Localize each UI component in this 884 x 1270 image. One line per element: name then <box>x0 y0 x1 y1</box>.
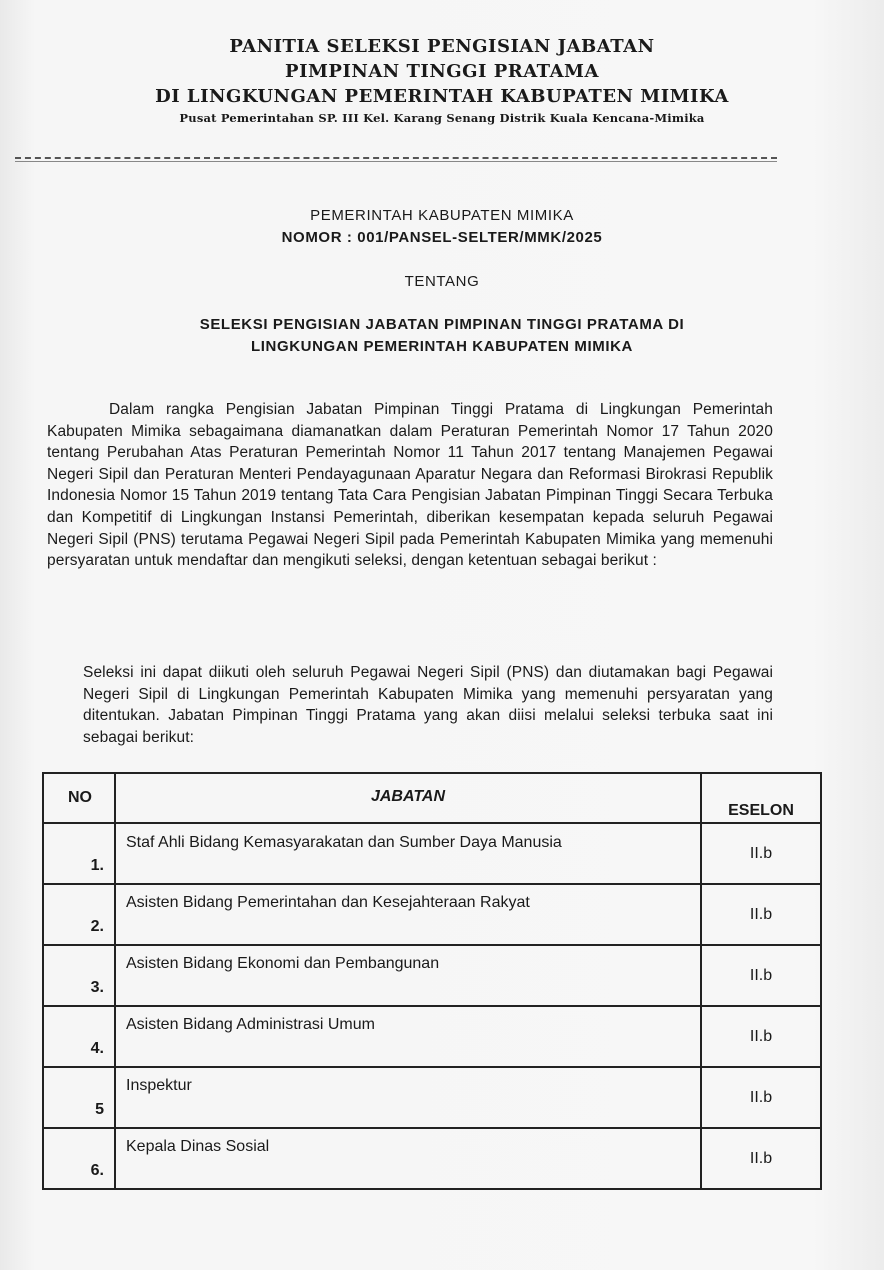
body-paragraph-1: Dalam rangka Pengisian Jabatan Pimpinan Tinggi Pratama di Lingkungan Pemerintah Kabupaten Mimika sebagaimana diamanatkan dalam Peraturan Pemerintah Nomor 17 Tahun 2020 tentang Perubahan Atas Peraturan Pemerintah Nomor 11 Tahun 2017 tentang Manajemen Pegawai Negeri Sipil dan Peraturan Menteri Pendayagunaan Aparatur Negara dan Reformasi Birokrasi Republik Indonesia Nomor 15 Tahun 2019 tentang Tata Cara Pengisian Jabatan Pimpinan Tinggi Secara Terbuka dan Kompetitif di Lingkungan Instansi Pemerintah, diberikan kesempatan kepada seluruh Pegawai Negeri Sipil (PNS) terutama Pegawai Negeri Sipil pada Pemerintah Kabupaten Mimika yang memenuhi persyaratan untuk mendaftar dan mengikuti seleksi, dengan ketentuan sebagai berikut : <box>47 401 773 570</box>
row-jabatan: Inspektur <box>115 1067 701 1128</box>
row-eselon: II.b <box>701 1128 821 1189</box>
row-no: 4. <box>43 1006 115 1067</box>
table-row <box>43 945 821 1006</box>
row-jabatan: Asisten Bidang Administrasi Umum <box>115 1006 701 1067</box>
row-eselon: II.b <box>701 1006 821 1067</box>
row-eselon: II.b <box>701 884 821 945</box>
letterhead-line-3: DI LINGKUNGAN PEMERINTAH KABUPATEN MIMIKA <box>155 86 729 107</box>
row-no: 6. <box>43 1128 115 1189</box>
row-no: 2. <box>43 884 115 945</box>
row-jabatan: Asisten Bidang Pemerintahan dan Kesejahteraan Rakyat <box>115 884 701 945</box>
row-eselon: II.b <box>701 1067 821 1128</box>
row-jabatan: Asisten Bidang Ekonomi dan Pembangunan <box>115 945 701 1006</box>
positions-table <box>42 772 822 1190</box>
letterhead-address: Pusat Pemerintahan SP. III Kel. Karang Senang Distrik Kuala Kencana-Mimika <box>179 111 705 125</box>
table-row <box>43 884 821 945</box>
table-row <box>43 823 821 884</box>
announcement-heading <box>0 205 884 249</box>
row-no: 1. <box>43 823 115 884</box>
table-row <box>43 1006 821 1067</box>
letterhead-line-1: PANITIA SELEKSI PENGISIAN JABATAN <box>229 36 655 57</box>
row-jabatan: Kepala Dinas Sosial <box>115 1128 701 1189</box>
header-eselon: ESELON <box>701 773 821 823</box>
header-jabatan: JABATAN <box>115 773 701 823</box>
body-paragraph-2: Seleksi ini dapat diikuti oleh seluruh Pegawai Negeri Sipil (PNS) dan diutamakan bagi Pegawai Negeri Sipil di Lingkungan Pemerintah Kabupaten Mimika yang memenuhi persyaratan yang ditentukan. Jabatan Pimpinan Tinggi Pratama yang akan diisi melalui seleksi terbuka saat ini sebagai berikut: <box>83 664 773 746</box>
row-eselon: II.b <box>701 945 821 1006</box>
announcement-about: TENTANG <box>404 273 480 290</box>
table-header-row <box>43 773 821 823</box>
announcement-subject-line-1: SELEKSI PENGISIAN JABATAN PIMPINAN TINGGI PRATAMA DI <box>199 316 685 333</box>
row-no: 3. <box>43 945 115 1006</box>
announcement-issuer: PEMERINTAH KABUPATEN MIMIKA <box>310 207 574 224</box>
table-row <box>43 1067 821 1128</box>
announcement-number: NOMOR : 001/PANSEL-SELTER/MMK/2025 <box>281 229 603 246</box>
row-eselon: II.b <box>701 823 821 884</box>
table-row <box>43 1128 821 1189</box>
row-jabatan: Staf Ahli Bidang Kemasyarakatan dan Sumber Daya Manusia <box>115 823 701 884</box>
announcement-subject-line-2: LINGKUNGAN PEMERINTAH KABUPATEN MIMIKA <box>251 338 633 355</box>
announcement-subject <box>0 314 884 358</box>
letterhead-line-2: PIMPINAN TINGGI PRATAMA <box>285 61 599 82</box>
header-no: NO <box>43 773 115 823</box>
letterhead <box>0 34 884 127</box>
letterhead-divider-thin <box>15 161 777 162</box>
letterhead-divider <box>15 157 777 159</box>
row-no: 5 <box>43 1067 115 1128</box>
